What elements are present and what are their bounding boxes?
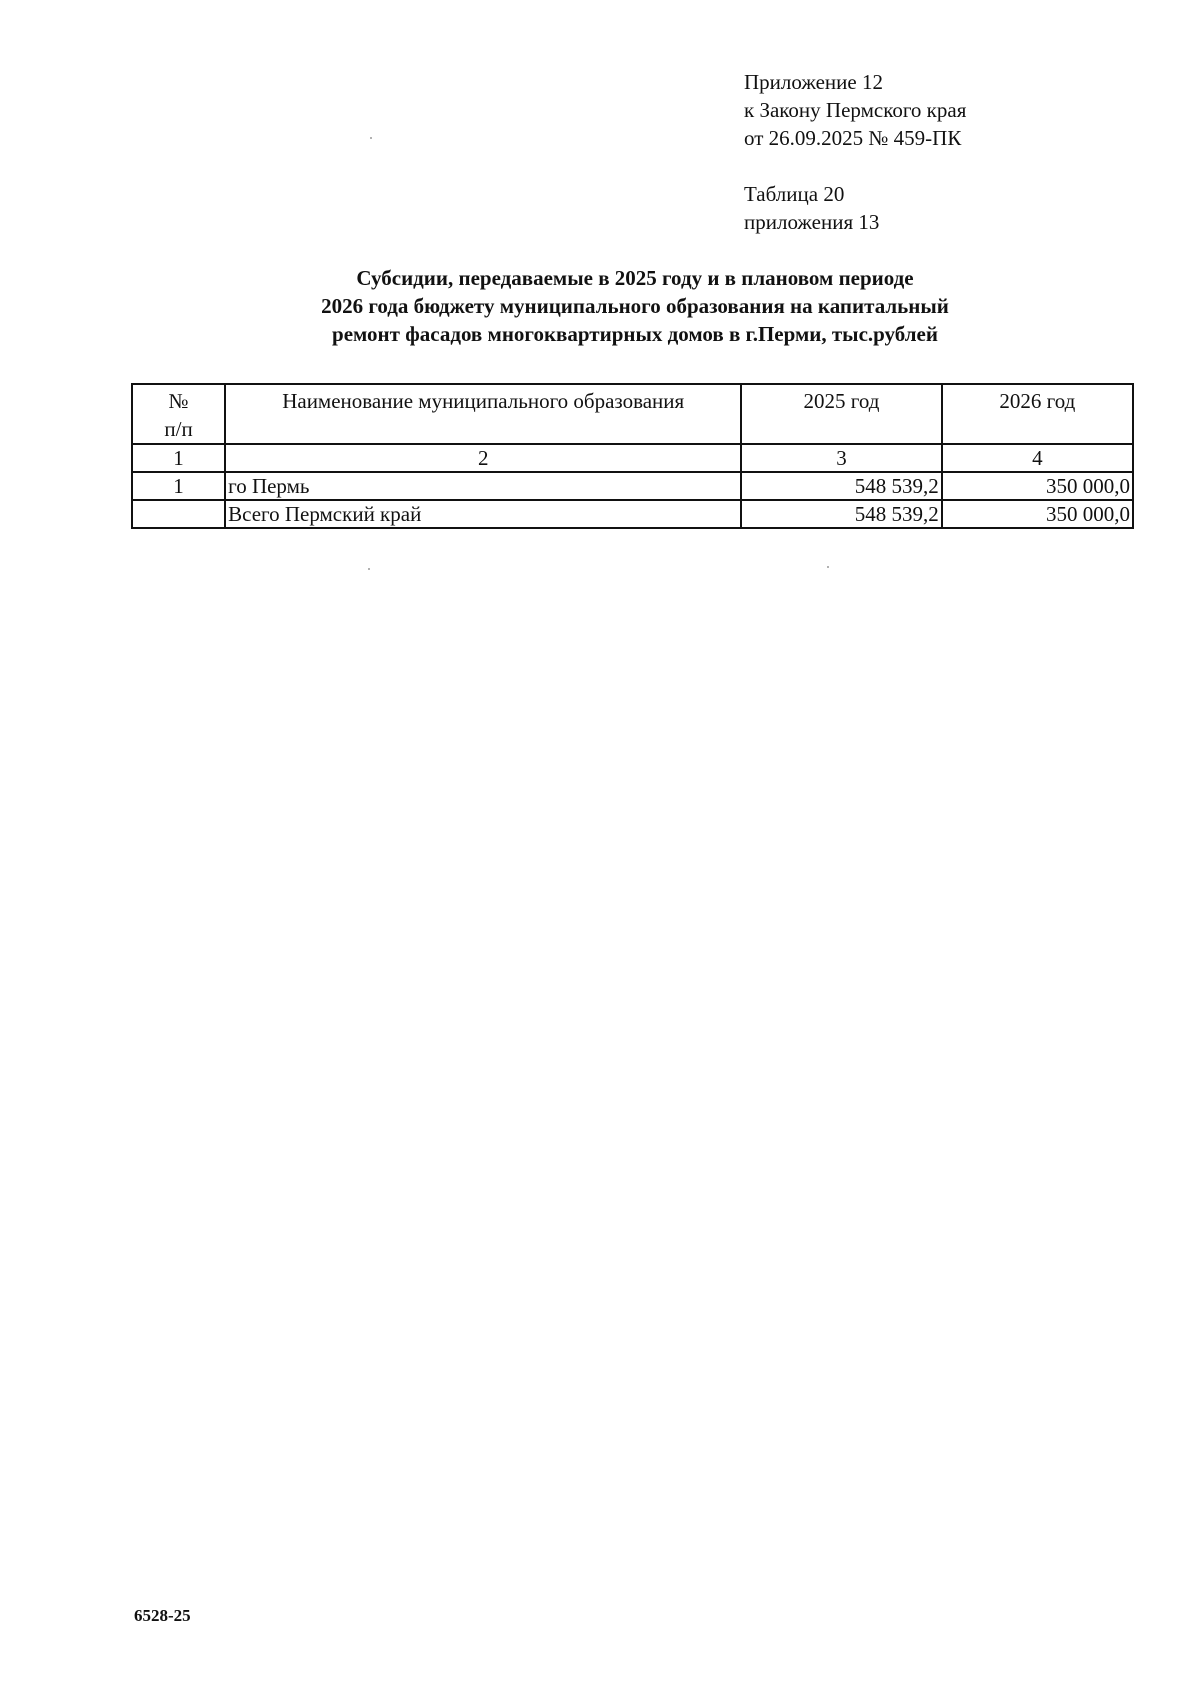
header-year-2026: 2026 год [942, 384, 1133, 444]
total-2025: 548 539,2 [741, 500, 941, 528]
column-index-row [132, 444, 1133, 472]
column-index: 1 [132, 444, 225, 472]
header-municipality-name: Наименование муниципального образования [225, 384, 741, 444]
table-number: Таблица 20 [744, 182, 845, 206]
document-code: 6528-25 [134, 1606, 191, 1625]
column-index: 4 [942, 444, 1133, 472]
table-row [132, 472, 1133, 500]
subsidies-table [131, 383, 1134, 529]
header-number-abbr: п/п [164, 417, 193, 441]
title-line-2: 2026 года бюджету муниципального образования на капитальный [321, 294, 949, 318]
document-title [150, 264, 1120, 348]
scan-speck [368, 568, 370, 570]
table-total-row [132, 500, 1133, 528]
municipality-name: го Пермь [225, 472, 741, 500]
law-date-number: от 26.09.2025 № 459-ПК [744, 126, 962, 150]
title-line-3: ремонт фасадов многоквартирных домов в г.Перми, тыс.рублей [332, 322, 938, 346]
appendix-header [744, 68, 966, 152]
header-number [132, 384, 225, 444]
column-index: 3 [741, 444, 941, 472]
row-number [132, 500, 225, 528]
total-label: Всего Пермский край [225, 500, 741, 528]
appendix-number: Приложение 12 [744, 70, 883, 94]
law-reference: к Закону Пермского края [744, 98, 967, 122]
title-line-1: Субсидии, передаваемые в 2025 году и в плановом периоде [356, 266, 914, 290]
scan-speck [827, 566, 829, 568]
total-2026: 350 000,0 [942, 500, 1133, 528]
amount-2026: 350 000,0 [942, 472, 1133, 500]
header-year-2025: 2025 год [741, 384, 941, 444]
header-number-symbol: № [168, 389, 189, 413]
table-reference [744, 180, 879, 236]
column-index: 2 [225, 444, 741, 472]
table-header-row [132, 384, 1133, 444]
amount-2025: 548 539,2 [741, 472, 941, 500]
appendix-reference: приложения 13 [744, 210, 880, 234]
scan-speck [370, 137, 372, 139]
row-number: 1 [132, 472, 225, 500]
